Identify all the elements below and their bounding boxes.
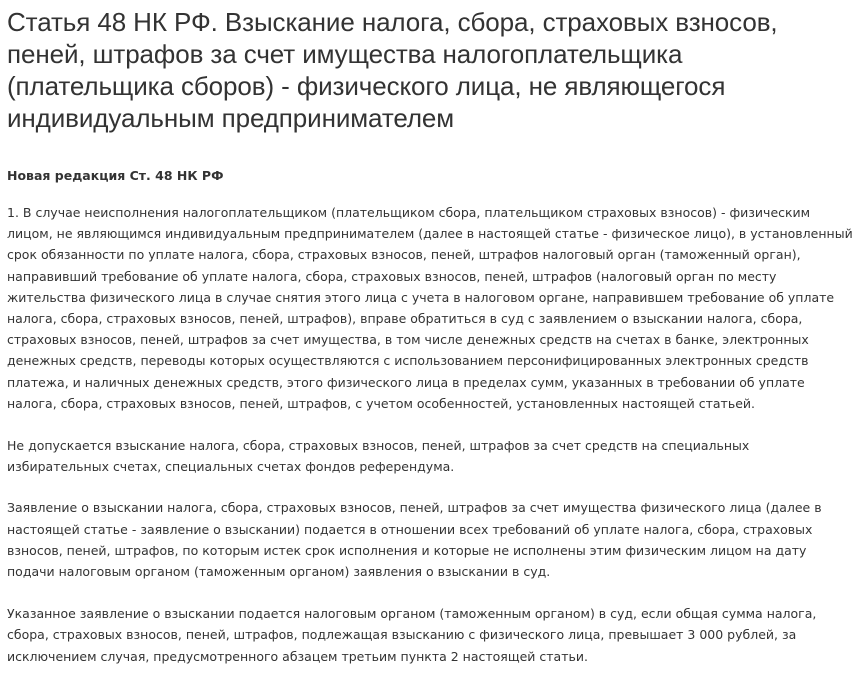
article (7, 0, 855, 667)
article-title: Статья 48 НК РФ. Взыскание налога, сбора, страховых взносов, пеней, штрафов за счет имущества налогоплательщика (плательщика сборов) - физического лица, не являющегося индивидуальным предпринимателем (7, 7, 778, 133)
paragraph-1: 1. В случае неисполнения налогоплательщиком (плательщиком сбора, плательщиком страховых взносов) - физическим лицом, не являющимся индивидуальным предпринимателем (далее в настоящей статье - физическое лицо), в установленный срок обязанности по уплате налога, сбора, страховых взносов, пеней, штрафов налоговый орган (таможенный орган), направивший требование об уплате налога, сбора, страховых взносов, пеней, штрафов (налоговый орган по месту жительства физического лица в случае снятия этого лица с учета в налоговом органе, направившем требование об уплате налога, сбора, страховых взносов, пеней, штрафов), вправе обратиться в суд с заявлением о взыскании налога, сбора, страховых взносов, пеней, штрафов за счет имущества, в том числе денежных средств на счетах в банке, электронных денежных средств, переводы которых осуществляются с использованием персонифицированных электронных средств платежа, и наличных денежных средств, этого физического лица в пределах сумм, указанных в требовании об уплате налога, сбора, страховых взносов, пеней, штрафов, с учетом особенностей, установленных настоящей статьей. (7, 205, 853, 411)
paragraph-2: Не допускается взыскание налога, сбора, страховых взносов, пеней, штрафов за счет средств на специальных избирательных счетах, специальных счетах фондов референдума. (7, 438, 750, 475)
paragraph-3: Заявление о взыскании налога, сбора, страховых взносов, пеней, штрафов за счет имущества физического лица (далее в настоящей статье - заявление о взыскании) подается в отношении всех требований об уплате налога, сбора, страховых взносов, пеней, штрафов, по которым истек срок исполнения и которые не исполнены этим физическим лицом на дату подачи налоговым органом (таможенным органом) заявления о взыскании в суд. (7, 500, 822, 580)
edition-subtitle: Новая редакция Ст. 48 НК РФ (7, 168, 224, 183)
paragraph-4: Указанное заявление о взыскании подается налоговым органом (таможенным органом) в суд, если общая сумма налога, сбора, страховых взносов, пеней, штрафов, подлежащая взысканию с физического лица, превышает 3 000 рублей, за исключением случая, предусмотренного абзацем третьим пункта 2 настоящей статьи. (7, 606, 817, 664)
